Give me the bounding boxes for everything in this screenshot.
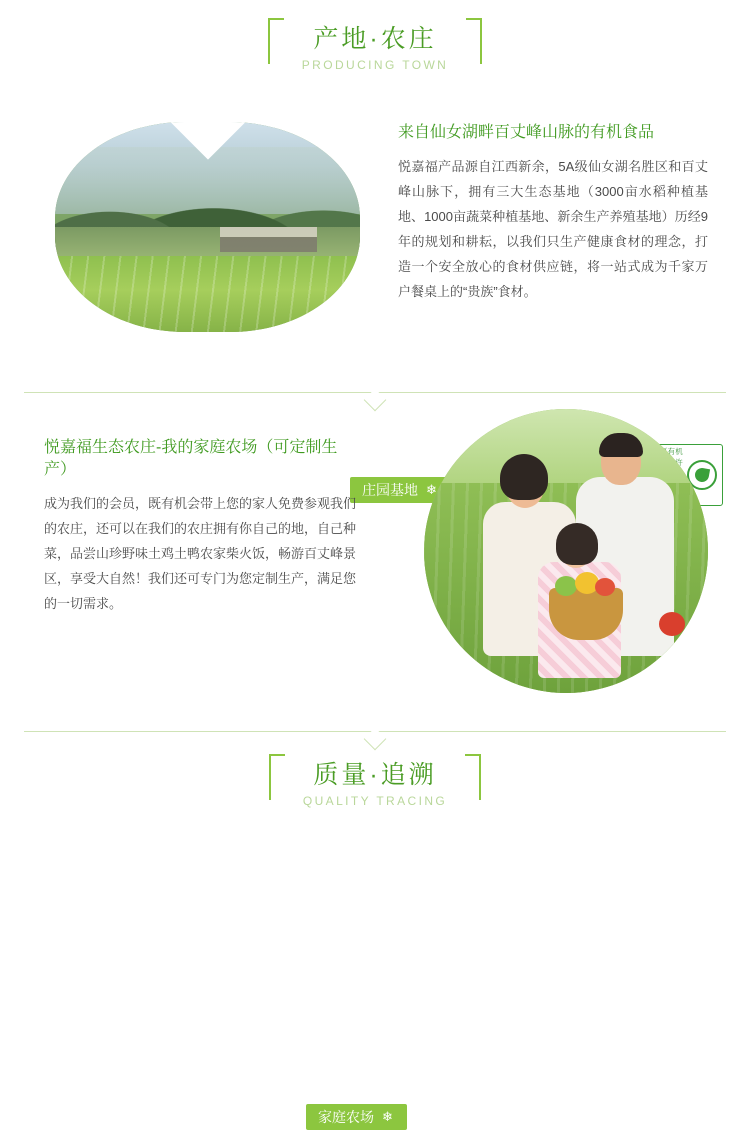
tag-family-farm-label: 家庭农场 bbox=[318, 1109, 374, 1125]
bottom-section-banner bbox=[0, 754, 750, 810]
divider-two bbox=[24, 731, 726, 732]
leaf-icon: ❄ bbox=[382, 1109, 393, 1124]
photo-rice-field-layer bbox=[55, 256, 360, 332]
farm-landscape-photo bbox=[55, 122, 360, 332]
photo-vegetable-basket bbox=[549, 588, 623, 640]
top-banner-frame bbox=[268, 18, 483, 74]
family-farm-title: 悦嘉福生态农庄-我的家庭农场（可定制生产） bbox=[44, 439, 338, 478]
chevron-down-icon bbox=[364, 389, 387, 412]
producing-base-text-block bbox=[398, 122, 708, 304]
tag-family-farm bbox=[306, 1104, 407, 1130]
divider-one bbox=[24, 392, 726, 393]
family-farm-body: 成为我们的会员，既有机会带上您的家人免费参观我们的农庄，还可以在我们的农庄拥有你自己的地，自己种菜，品尝山珍野味土鸡土鸭农家柴火饭，畅游百丈峰景区，享受大自然！我们还可专门为您定制生产，满足您的一切需求。 bbox=[44, 496, 357, 611]
family-farm-text-block bbox=[44, 437, 356, 616]
photo-daughter-hair bbox=[556, 523, 598, 565]
family-farm-photo bbox=[424, 409, 708, 693]
top-banner-title-en: PRODUCING TOWN bbox=[301, 58, 449, 72]
photo-mother-hair bbox=[500, 454, 548, 500]
tag-estate-base-label: 庄园基地 bbox=[362, 482, 418, 498]
photo-vegetable-green bbox=[555, 576, 577, 596]
bottom-banner-title-en: QUALITY TRACING bbox=[302, 794, 448, 808]
bottom-banner-frame bbox=[269, 754, 481, 810]
top-section-banner bbox=[0, 18, 750, 74]
chevron-down-icon bbox=[364, 728, 387, 751]
top-banner-title-cn: 产地·农庄 bbox=[313, 25, 437, 53]
producing-base-body: 悦嘉福产品源自江西新余，5A级仙女湖名胜区和百丈峰山脉下，拥有三大生态基地（3000亩水稻种植基地、1000亩蔬菜种植基地、新余生产养殖基地）历经9年的规划和耕耘，以我们只生产健康食材的理念，打造一个安全放心的食材供应链，将一站式成为千家万户餐桌上的“贵族”食材。 bbox=[398, 159, 708, 299]
photo-village-houses bbox=[220, 227, 318, 252]
producing-base-title: 来自仙女湖畔百丈峰山脉的有机食品 bbox=[398, 124, 655, 141]
bottom-banner-title-cn: 质量·追溯 bbox=[313, 761, 437, 789]
photo-father-hair bbox=[599, 433, 643, 457]
photo-vegetable-red bbox=[595, 578, 615, 596]
